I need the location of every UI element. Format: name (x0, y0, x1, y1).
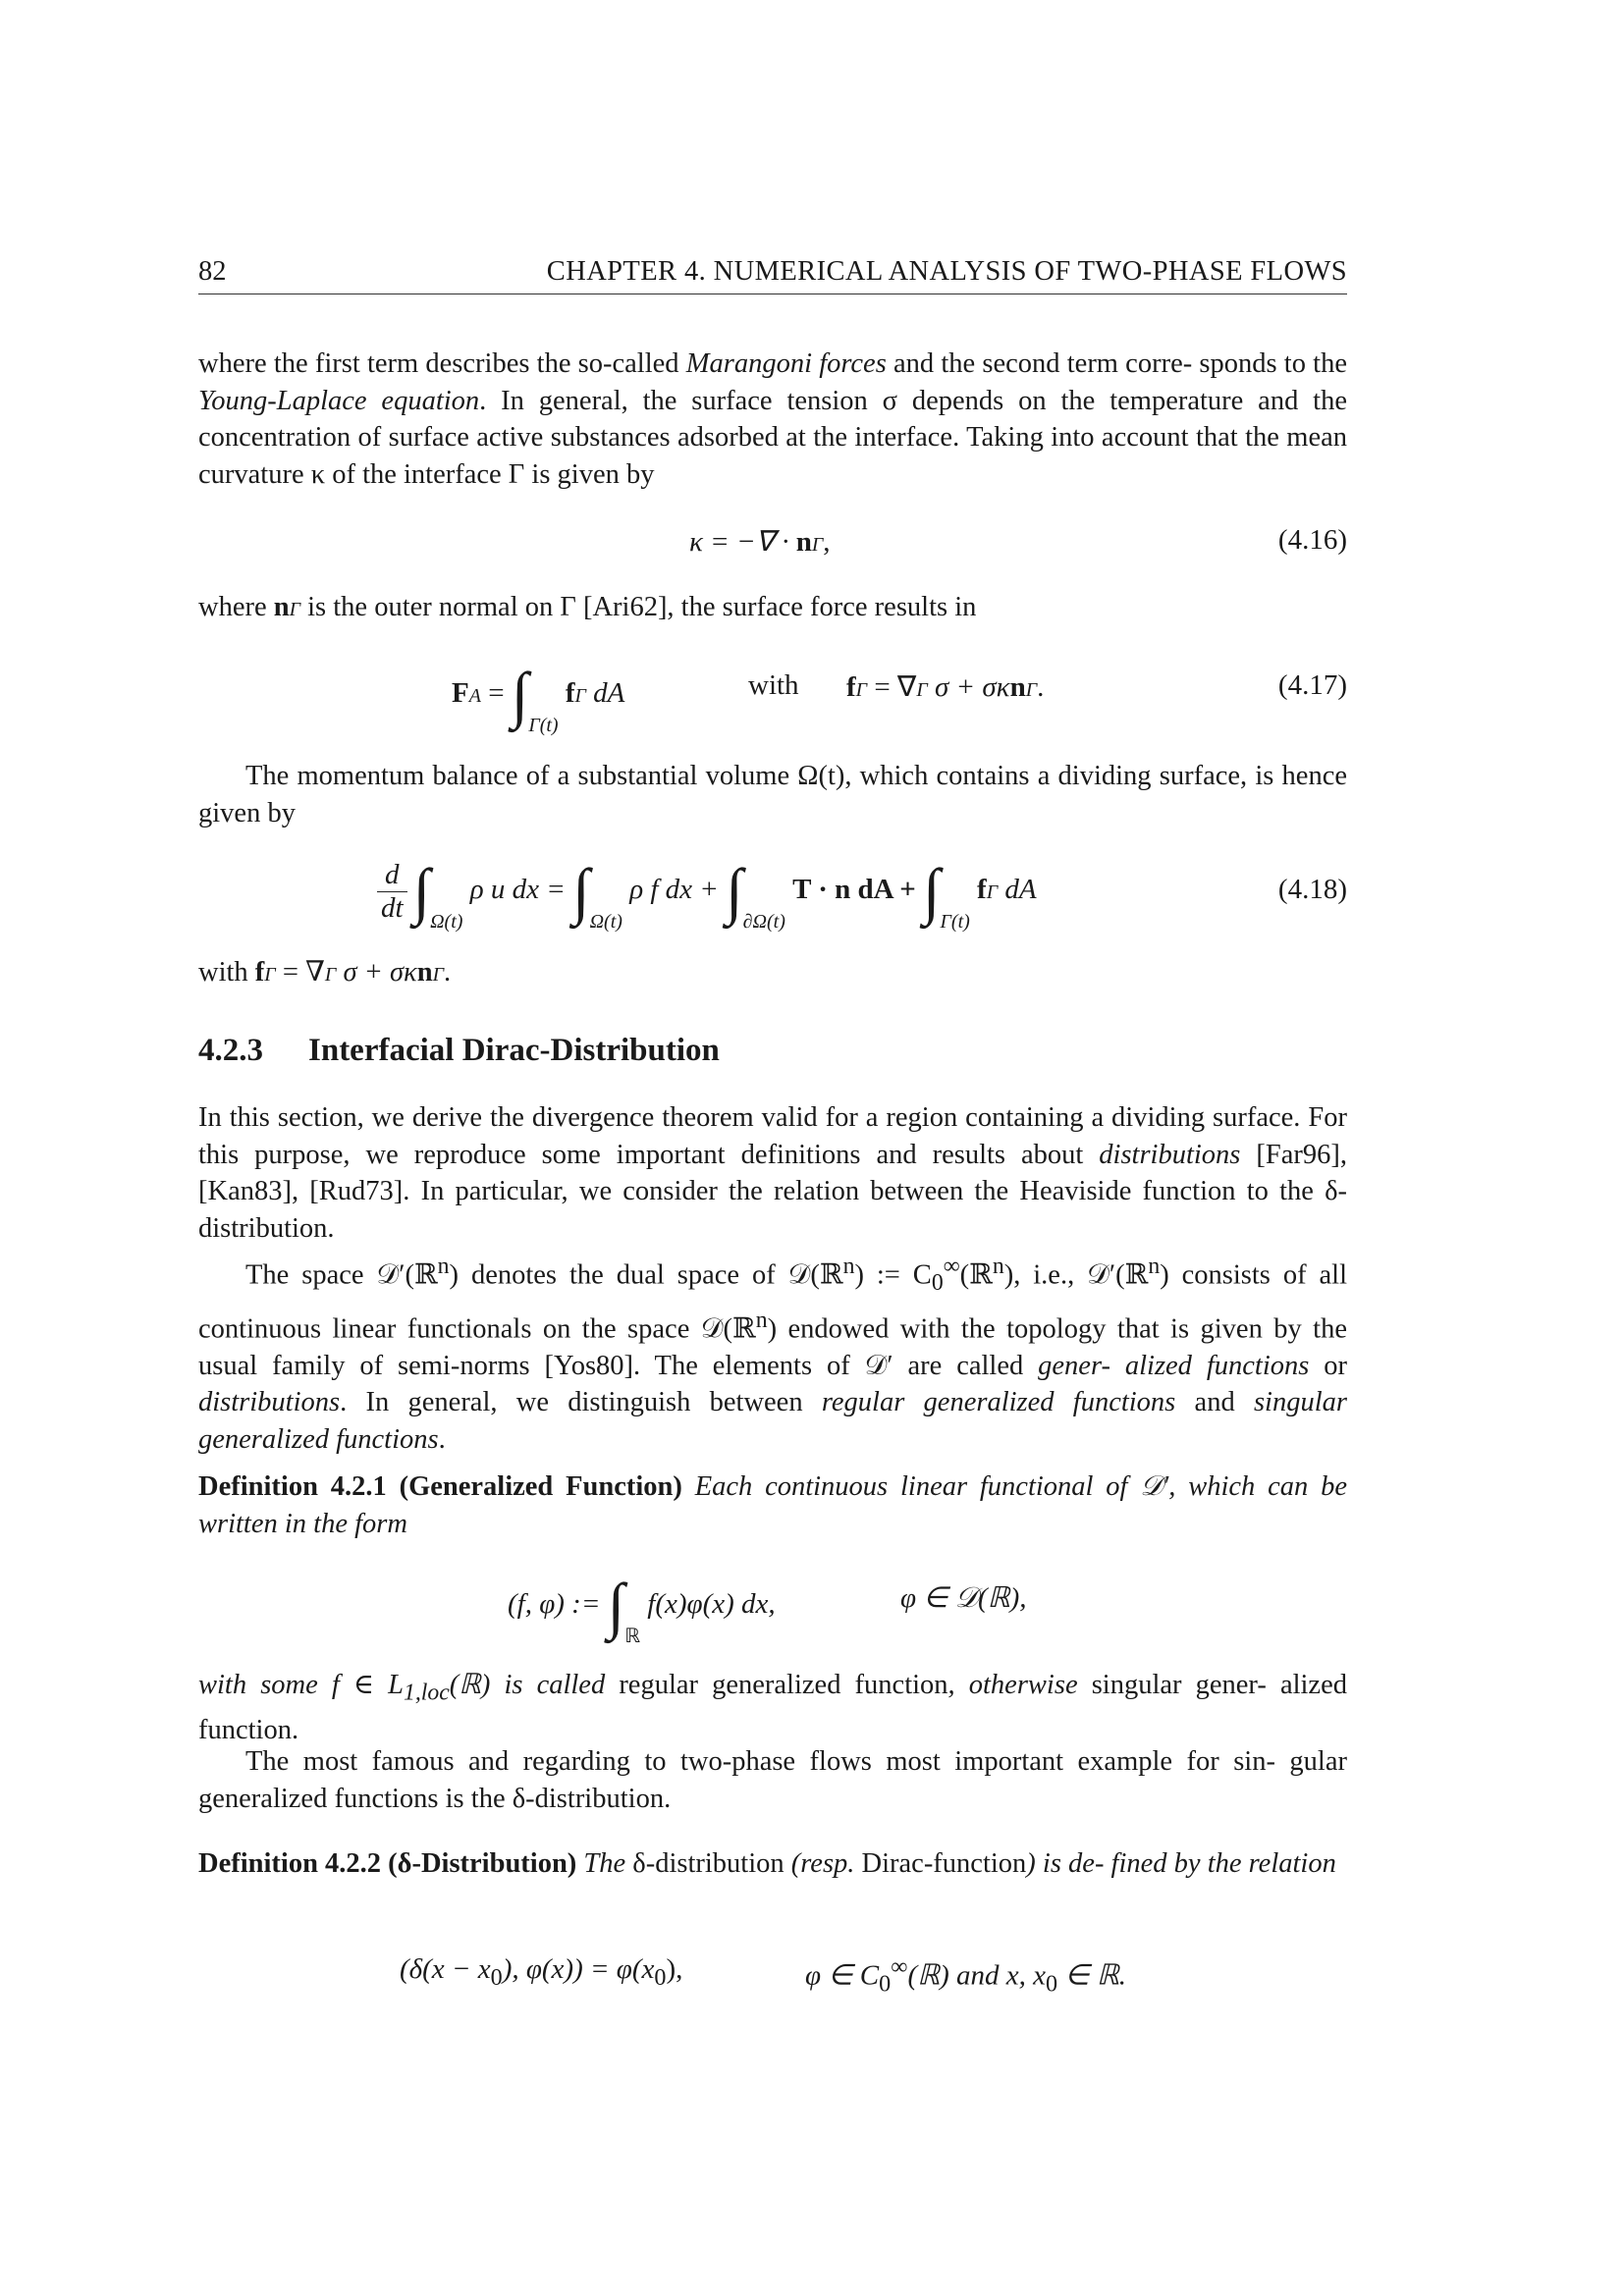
equation-4-17: FA = $\int_{\Gamma(t)}$ fΓ dA with fΓ = ∇Γ σ + σκnΓ. (4.17) (452, 660, 1347, 736)
equation-number: (4.17) (1277, 669, 1347, 701)
chapter-title: CHAPTER 4. NUMERICAL ANALYSIS OF TWO-PHASE FLOWS (546, 256, 1347, 287)
paragraph-4: with fΓ = ∇Γ σ + σκnΓ. (198, 957, 452, 988)
section-title: Interfacial Dirac-Distribution (308, 1033, 720, 1068)
paragraph-2: where nΓ is the outer normal on Γ [Ari62], the surface force results in (198, 592, 977, 622)
page-number: 82 (198, 256, 227, 287)
equation-definition-2: ($\delta(x - x_0)$, $\varphi(x)) = \varphi(x_0)$, φ ∈ $C_0^\infty(ℝ)$ and x, $x_0$ ∈ ℝ. (400, 1953, 1127, 1998)
section-heading (198, 1033, 720, 1069)
equation-4-18: $\frac{d}{dt}$ $\int_{\Omega(t)}$ ρ u dx = $\int_{\Omega(t)}$ ρ f dx + $\int_{\partial\Omega(t)}$ T · n dA + $\int_{\Gamma(t)}$ fΓ dA (4.18) (198, 846, 1347, 944)
paragraph-7: The most famous and regarding to two-phase flows most important example for sin- gular generalized functions is the δ-distribution. (198, 1746, 1347, 1814)
definition-4-2-1: Definition 4.2.1 (Generalized Function) Each continuous linear functional of 𝒟′, which can be written in the form (198, 1471, 1347, 1539)
paragraph-5: In this section, we derive the divergence theorem valid for a region containing a dividing surface. For this purpose, we reproduce some important definitions and results about distributions [Far96], [Kan83], [Rud73]. In particular, we consider the relation between the Heaviside function to the δ-distribution. (198, 1102, 1347, 1244)
paragraph-1: where the first term describes the so-called Marangoni forces and the second term corre- sponds to the Young-Laplace equation. In general, the surface tension σ depends on the temperature and the concentration of surface active substances adsorbed at the interface. Taking into account that the mean curvature κ of the interface Γ is given by (198, 348, 1348, 490)
paragraph-3: The momentum balance of a substantial volume Ω(t), which contains a dividing surface, is hence given by (198, 761, 1347, 828)
equation-4-16: κ = −∇ · nΓ, (4.16) (689, 524, 1347, 558)
paragraph-6: The space 𝒟′(ℝ$^n$) denotes the dual space of 𝒟(ℝ$^n$) := $C_0^\infty(ℝ^n)$, i.e., 𝒟′(ℝ$^n$) consists of all continuous linear functionals on the space 𝒟(ℝ$^n$) endowed with the topology that is given by the usual family of semi-norms [Yos80]. The elements of 𝒟′ are called gener- alized functions or distributions. In general, we distinguish between regular generalized functions and singular generalized functions. (198, 1254, 1347, 1456)
equation-number: (4.16) (1277, 524, 1347, 556)
running-header (198, 254, 1347, 294)
equation-definition-1: (f, φ) := $\int_ℝ$ f(x)φ(x) dx, φ ∈ 𝒟(ℝ), (508, 1571, 1027, 1647)
equation-number: (4.18) (1277, 874, 1347, 905)
definition-4-2-2: Definition 4.2.2 (δ-Distribution) The δ-distribution (resp. Dirac-function) is de- fined by the relation (198, 1848, 1336, 1879)
definition-4-2-1-continuation: with some f ∈ $L_{1,loc}(ℝ)$ is called regular generalized function, otherwise singular gener- alized function. (198, 1670, 1347, 1746)
section-number: 4.2.3 (198, 1033, 263, 1068)
